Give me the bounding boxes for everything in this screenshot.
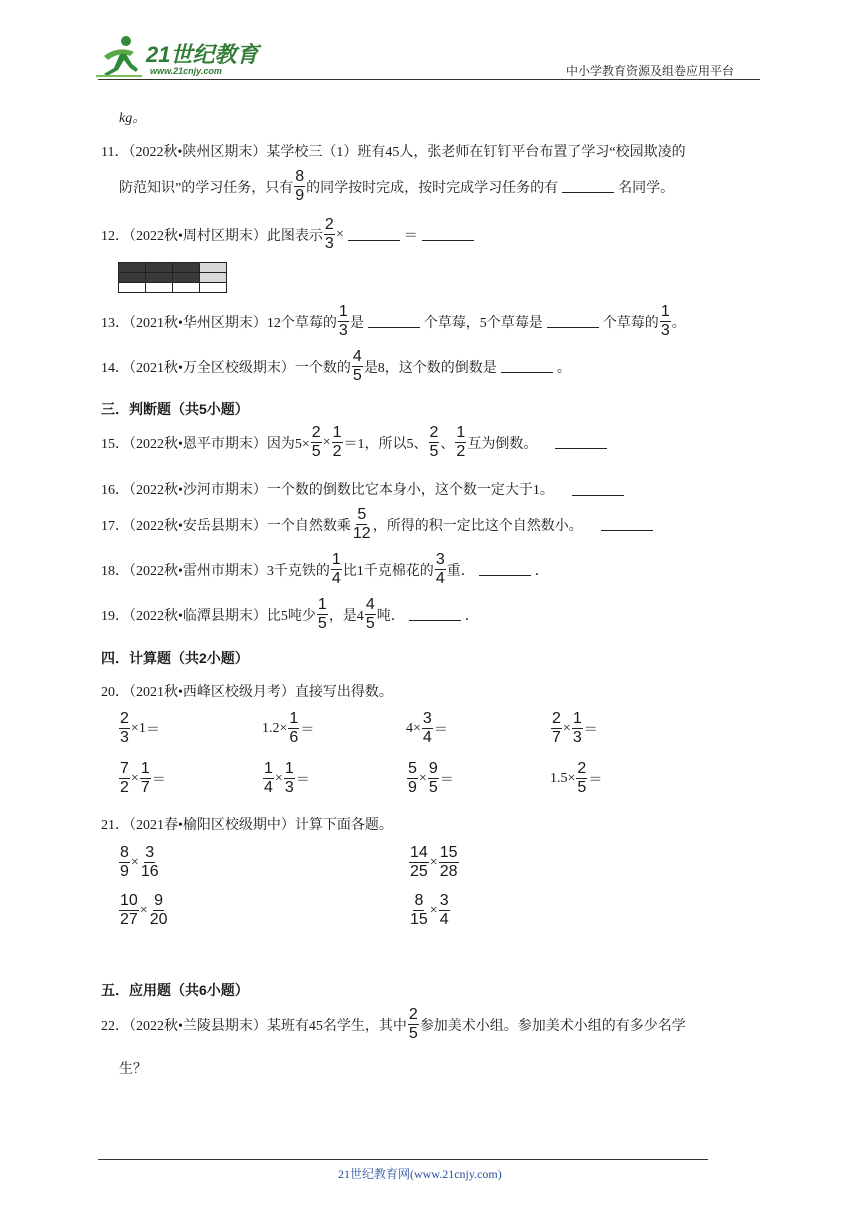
- calc-expression: [118, 760, 166, 797]
- calc-expression: [118, 844, 161, 881]
- operator: ×: [130, 770, 139, 786]
- answer-blank[interactable]: [555, 436, 607, 449]
- fraction: $\frac{1}{4}$: [331, 551, 341, 587]
- equals-sign: ＝: [439, 772, 454, 788]
- fraction: $\frac{8}{15}$: [410, 892, 428, 928]
- fraction: $\frac{2}{3}$: [120, 710, 129, 746]
- equals-sign: ＝: [151, 772, 166, 788]
- fraction: $\frac{4}{5}$: [352, 348, 362, 384]
- answer-blank[interactable]: [547, 315, 599, 328]
- fraction: $\frac{2}{5}$: [577, 760, 587, 796]
- logo-text: 21世纪教育: [146, 42, 259, 67]
- fraction: $\frac{8}{9}$: [295, 168, 305, 204]
- fraction: $\frac{1}{4}$: [264, 760, 273, 796]
- section-title-calculation: 四．计算题（共2小题）: [101, 650, 249, 666]
- answer-blank[interactable]: [562, 180, 614, 193]
- q11-line2: 防范知识”的学习任务，只有 $\frac{8}{9}$ 的同学按时完成，按时完成学习任务的有 名同学。: [119, 168, 675, 204]
- fraction: $\frac{1}{2}$: [332, 424, 342, 460]
- operator: ×: [429, 902, 438, 918]
- fraction: $\frac{2}{7}$: [552, 710, 561, 746]
- fraction: $\frac{1}{3}$: [338, 303, 348, 339]
- q11-line1: 11．（2022秋•陕州区期末）某学校三（1）班有45人，张老师在钉钉平台布置了学习“校园欺凌的: [101, 145, 686, 160]
- runner-logo-icon: [96, 34, 144, 78]
- fraction: $\frac{3}{4}$: [422, 710, 432, 746]
- section-title-judgement: 三．判断题（共5小题）: [101, 401, 249, 417]
- calc-expression: [550, 710, 598, 747]
- fraction: $\frac{5}{12}$: [352, 506, 371, 542]
- operator: ×: [413, 720, 421, 736]
- operator: ×: [562, 720, 571, 736]
- fraction: $\frac{2}{3}$: [324, 216, 334, 252]
- operator: ×: [279, 720, 288, 736]
- operand: 1: [138, 720, 146, 736]
- q17-line: 17．（2022秋•安岳县期末）一个自然数乘 $\frac{5}{12}$ ，所得的积一定比这个自然数小。: [101, 506, 657, 543]
- calc-expression: [408, 844, 460, 881]
- calc-expression: [408, 892, 451, 929]
- header-divider: [98, 79, 760, 80]
- operator: ×: [429, 854, 438, 870]
- equals-sign: ＝: [300, 722, 315, 738]
- answer-blank[interactable]: [368, 315, 420, 328]
- q19-line: 19．（2022秋•临潭县期末）比5吨少 $\frac{1}{5}$ ，是4 $\frac{4}{5}$ 吨． ．: [101, 596, 479, 632]
- fraction: $\frac{1}{3}$: [660, 303, 670, 339]
- equals-sign: ＝: [145, 722, 160, 738]
- header-logo: [96, 34, 266, 80]
- operator: ×: [139, 902, 148, 918]
- q22-line1: 22．（2022秋•兰陵县期末）某班有45名学生，其中 $\frac{2}{5}$ 参加美术小组。参加美术小组的有多少名学: [101, 1006, 686, 1042]
- fraction: $\frac{8}{9}$: [120, 844, 129, 880]
- q12-line: 12．（2022秋•周村区期末）此图表示 $\frac{2}{3}$ × ＝: [101, 216, 478, 253]
- logo-url: www.21cnjy.com: [150, 66, 222, 76]
- calc-expression: [406, 710, 448, 747]
- calc-expression: [262, 760, 310, 797]
- fraction: $\frac{14}{25}$: [410, 844, 428, 880]
- fraction: $\frac{4}{5}$: [365, 596, 375, 632]
- fraction: $\frac{1}{7}$: [140, 760, 150, 796]
- q16-line: 16．（2022秋•沙河市期末）一个数的倒数比它本身小，这个数一定大于1。: [101, 479, 628, 499]
- fraction: $\frac{5}{9}$: [408, 760, 417, 796]
- answer-blank[interactable]: [501, 360, 553, 373]
- fraction: $\frac{2}{5}$: [429, 424, 439, 460]
- operand: 4: [406, 720, 413, 736]
- operator: ×: [274, 770, 283, 786]
- answer-blank[interactable]: [348, 228, 400, 241]
- footer-divider: [98, 1159, 708, 1160]
- operand: 1.5: [550, 770, 568, 786]
- fraction: $\frac{3}{16}$: [140, 844, 159, 880]
- operator: ×: [130, 854, 139, 870]
- top-unit: kg。: [119, 111, 147, 126]
- calc-expression: [406, 760, 454, 797]
- calc-expression: [118, 892, 170, 929]
- calc-expression: [262, 710, 314, 747]
- operand: 1.2: [262, 720, 280, 736]
- fraction: $\frac{1}{3}$: [284, 760, 294, 796]
- equals-sign: ＝: [588, 772, 603, 788]
- q13-line: 13．（2021秋•华州区期末）12个草莓的 $\frac{1}{3}$ 是 个草莓，5个草莓是 个草莓的 $\frac{1}{3}$ 。: [101, 303, 686, 339]
- fraction: $\frac{10}{27}$: [120, 892, 138, 928]
- fraction: $\frac{15}{28}$: [439, 844, 458, 880]
- fraction: $\frac{1}{6}$: [289, 710, 299, 746]
- fraction: $\frac{2}{5}$: [408, 1006, 418, 1042]
- fraction: $\frac{3}{4}$: [435, 551, 445, 587]
- q14-line: 14．（2021秋•万全区校级期末）一个数的 $\frac{4}{5}$ 是8，这个数的倒数是 。: [101, 348, 571, 384]
- q18-line: 18．（2022秋•雷州市期末）3千克铁的 $\frac{1}{4}$ 比1千克棉花的 $\frac{3}{4}$ 重． ．: [101, 551, 549, 587]
- answer-blank[interactable]: [572, 483, 624, 496]
- fraction: $\frac{3}{4}$: [439, 892, 449, 928]
- platform-title: 中小学教育资源及组卷应用平台: [566, 64, 735, 78]
- fraction: $\frac{9}{5}$: [428, 760, 438, 796]
- fraction: $\frac{2}{5}$: [311, 424, 321, 460]
- fraction: $\frac{1}{3}$: [572, 710, 582, 746]
- operator: ×: [130, 720, 139, 736]
- fraction: $\frac{1}{5}$: [317, 596, 327, 632]
- calc-expression: [118, 710, 160, 747]
- q21-line: 21．（2021春•榆阳区校级期中）计算下面各题。: [101, 818, 393, 833]
- q15-line: 15．（2022秋•恩平市期末）因为5× $\frac{2}{5}$ × $\frac{1}{2}$ ＝1，所以5、 $\frac{2}{5}$ 、 $\frac{1}{2}$ 互为倒数。: [101, 424, 611, 461]
- fraction-grid-figure: [118, 262, 228, 294]
- fraction: $\frac{9}{20}$: [149, 892, 168, 928]
- equals-sign: ＝: [583, 722, 598, 738]
- operator: ×: [418, 770, 427, 786]
- section-title-application: 五．应用题（共6小题）: [101, 982, 249, 998]
- answer-blank[interactable]: [409, 608, 461, 621]
- answer-blank[interactable]: [422, 228, 474, 241]
- answer-blank[interactable]: [479, 563, 531, 576]
- footer-text: 21世纪教育网(www.21cnjy.com): [338, 1167, 502, 1181]
- answer-blank[interactable]: [601, 518, 653, 531]
- fraction: $\frac{7}{2}$: [120, 760, 129, 796]
- equals-sign: ＝: [295, 772, 310, 788]
- q20-line: 20．（2021秋•西峰区校级月考）直接写出得数。: [101, 685, 393, 700]
- operator: ×: [567, 770, 576, 786]
- calc-expression: [550, 760, 602, 797]
- fraction: $\frac{1}{2}$: [456, 424, 466, 460]
- q22-line2: 生？: [119, 1062, 147, 1077]
- equals-sign: ＝: [433, 722, 448, 738]
